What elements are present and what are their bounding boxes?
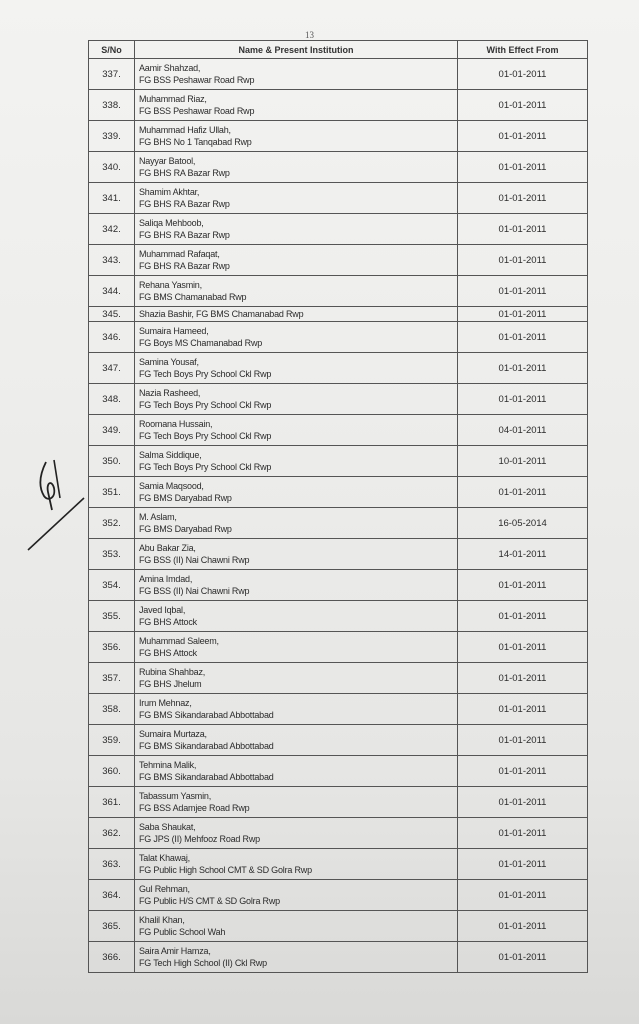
header-sno: S/No — [89, 41, 135, 59]
person-name: Muhammad Hafiz Ullah, — [139, 125, 231, 135]
person-name: Amina Imdad, — [139, 574, 193, 584]
institution-name: FG BSS (II) Nai Chawni Rwp — [139, 555, 250, 565]
person-name: Shamim Akhtar, — [139, 187, 200, 197]
serial-number-cell: 338. — [89, 90, 135, 121]
table-header-row — [89, 41, 588, 59]
institution-name: FG Boys MS Chamanabad Rwp — [139, 338, 263, 348]
institution-name: FG BSS Adamjee Road Rwp — [139, 803, 250, 813]
institution-name: FG BHS Attock — [139, 648, 197, 658]
institution-name: FG BHS Attock — [139, 617, 197, 627]
table-row — [89, 322, 588, 353]
institution-name: FG BHS RA Bazar Rwp — [139, 261, 230, 271]
name-institution-cell — [135, 322, 458, 353]
effective-date-cell: 01-01-2011 — [458, 384, 588, 415]
effective-date-cell: 01-01-2011 — [458, 152, 588, 183]
table-row — [89, 849, 588, 880]
institution-name: FG BHS No 1 Tanqabad Rwp — [139, 137, 252, 147]
effective-date-cell: 01-01-2011 — [458, 245, 588, 276]
effective-date-cell: 01-01-2011 — [458, 276, 588, 307]
institution-name: FG BMS Sikandarabad Abbottabad — [139, 772, 274, 782]
name-institution-cell — [135, 183, 458, 214]
serial-number-cell: 359. — [89, 725, 135, 756]
person-name: Muhammad Rafaqat, — [139, 249, 220, 259]
name-institution-cell — [135, 59, 458, 90]
serial-number-cell: 347. — [89, 353, 135, 384]
teacher-list-table — [88, 40, 588, 973]
serial-number-cell: 355. — [89, 601, 135, 632]
institution-name: FG Public H/S CMT & SD Golra Rwp — [139, 896, 280, 906]
effective-date-cell: 01-01-2011 — [458, 601, 588, 632]
table-row — [89, 183, 588, 214]
effective-date-cell: 01-01-2011 — [458, 880, 588, 911]
effective-date-cell: 01-01-2011 — [458, 322, 588, 353]
table-row — [89, 942, 588, 973]
institution-name: FG BSS (II) Nai Chawni Rwp — [139, 586, 250, 596]
name-institution-cell — [135, 245, 458, 276]
name-institution-cell — [135, 880, 458, 911]
serial-number-cell: 339. — [89, 121, 135, 152]
name-institution-cell — [135, 911, 458, 942]
person-name: Roomana Hussain, — [139, 419, 213, 429]
serial-number-cell: 340. — [89, 152, 135, 183]
institution-name: FG Tech High School (II) Ckl Rwp — [139, 958, 267, 968]
serial-number-cell: 342. — [89, 214, 135, 245]
person-name: Khalil Khan, — [139, 915, 185, 925]
person-name: Muhammad Saleem, — [139, 636, 219, 646]
institution-name: FG BHS RA Bazar Rwp — [139, 230, 230, 240]
serial-number-cell: 354. — [89, 570, 135, 601]
effective-date-cell: 04-01-2011 — [458, 415, 588, 446]
person-name: Tabassum Yasmin, — [139, 791, 211, 801]
serial-number-cell: 348. — [89, 384, 135, 415]
institution-name: FG BHS RA Bazar Rwp — [139, 199, 230, 209]
person-name: Samina Yousaf, — [139, 357, 199, 367]
name-institution-cell — [135, 725, 458, 756]
effective-date-cell: 01-01-2011 — [458, 756, 588, 787]
institution-name: FG Tech Boys Pry School Ckl Rwp — [139, 462, 272, 472]
name-institution-cell — [135, 90, 458, 121]
table-row — [89, 694, 588, 725]
effective-date-cell: 01-01-2011 — [458, 694, 588, 725]
institution-name: FG BMS Daryabad Rwp — [139, 493, 232, 503]
effective-date-cell: 01-01-2011 — [458, 570, 588, 601]
effective-date-cell: 01-01-2011 — [458, 59, 588, 90]
effective-date-cell: 01-01-2011 — [458, 787, 588, 818]
person-name: Irum Mehnaz, — [139, 698, 192, 708]
name-institution-cell — [135, 539, 458, 570]
table-row — [89, 911, 588, 942]
serial-number-cell: 366. — [89, 942, 135, 973]
person-name: Sumaira Murtaza, — [139, 729, 207, 739]
institution-name: FG BMS Chamanabad Rwp — [139, 292, 247, 302]
person-name: Salma Siddique, — [139, 450, 202, 460]
serial-number-cell: 362. — [89, 818, 135, 849]
table-row — [89, 121, 588, 152]
name-institution-cell — [135, 849, 458, 880]
name-institution-cell — [135, 508, 458, 539]
name-institution-cell — [135, 276, 458, 307]
person-name: Nayyar Batool, — [139, 156, 196, 166]
table-row — [89, 59, 588, 90]
serial-number-cell: 353. — [89, 539, 135, 570]
table-row — [89, 539, 588, 570]
table-row — [89, 276, 588, 307]
table-row — [89, 725, 588, 756]
effective-date-cell: 01-01-2011 — [458, 90, 588, 121]
name-institution-cell — [135, 632, 458, 663]
institution-name: FG BHS RA Bazar Rwp — [139, 168, 230, 178]
serial-number-cell: 356. — [89, 632, 135, 663]
effective-date-cell: 01-01-2011 — [458, 353, 588, 384]
effective-date-cell: 14-01-2011 — [458, 539, 588, 570]
institution-name: FG JPS (II) Mehfooz Road Rwp — [139, 834, 260, 844]
name-institution-cell — [135, 756, 458, 787]
table-row — [89, 663, 588, 694]
institution-name: FG BMS Sikandarabad Abbottabad — [139, 710, 274, 720]
institution-name: FG BHS Jhelum — [139, 679, 202, 689]
person-name: Javed Iqbal, — [139, 605, 186, 615]
person-name: Tehmina Malik, — [139, 760, 197, 770]
name-institution-cell — [135, 601, 458, 632]
header-date: With Effect From — [458, 41, 588, 59]
person-name: Samia Maqsood, — [139, 481, 204, 491]
institution-name: FG Public School Wah — [139, 927, 226, 937]
serial-number-cell: 364. — [89, 880, 135, 911]
name-institution-cell — [135, 663, 458, 694]
name-institution-cell — [135, 477, 458, 508]
person-name: Nazia Rasheed, — [139, 388, 201, 398]
institution-name: FG Tech Boys Pry School Ckl Rwp — [139, 400, 272, 410]
name-institution-cell — [135, 818, 458, 849]
header-name: Name & Present Institution — [135, 41, 458, 59]
serial-number-cell: 345. — [89, 307, 135, 322]
name-institution-cell — [135, 787, 458, 818]
table-row — [89, 415, 588, 446]
effective-date-cell: 01-01-2011 — [458, 307, 588, 322]
serial-number-cell: 346. — [89, 322, 135, 353]
effective-date-cell: 01-01-2011 — [458, 477, 588, 508]
name-institution-cell — [135, 415, 458, 446]
table-row — [89, 601, 588, 632]
serial-number-cell: 337. — [89, 59, 135, 90]
page-number: 13 — [305, 30, 314, 40]
name-institution-cell — [135, 942, 458, 973]
person-name: Rehana Yasmin, — [139, 280, 202, 290]
person-name: Aamir Shahzad, — [139, 63, 201, 73]
table-row — [89, 384, 588, 415]
institution-name: FG BSS Peshawar Road Rwp — [139, 75, 255, 85]
effective-date-cell: 10-01-2011 — [458, 446, 588, 477]
effective-date-cell: 01-01-2011 — [458, 214, 588, 245]
table-row — [89, 508, 588, 539]
serial-number-cell: 341. — [89, 183, 135, 214]
table-row — [89, 152, 588, 183]
table-row — [89, 446, 588, 477]
effective-date-cell: 01-01-2011 — [458, 183, 588, 214]
table-row — [89, 570, 588, 601]
institution-name: FG BSS Peshawar Road Rwp — [139, 106, 255, 116]
name-institution-cell — [135, 570, 458, 601]
effective-date-cell: 01-01-2011 — [458, 818, 588, 849]
person-name: Talat Khawaj, — [139, 853, 190, 863]
person-name: Abu Bakar Zia, — [139, 543, 196, 553]
serial-number-cell: 357. — [89, 663, 135, 694]
serial-number-cell: 350. — [89, 446, 135, 477]
person-name: Gul Rehman, — [139, 884, 190, 894]
effective-date-cell: 01-01-2011 — [458, 849, 588, 880]
name-institution-cell — [135, 694, 458, 725]
serial-number-cell: 358. — [89, 694, 135, 725]
serial-number-cell: 344. — [89, 276, 135, 307]
serial-number-cell: 365. — [89, 911, 135, 942]
name-institution-cell — [135, 384, 458, 415]
serial-number-cell: 360. — [89, 756, 135, 787]
effective-date-cell: 16-05-2014 — [458, 508, 588, 539]
serial-number-cell: 351. — [89, 477, 135, 508]
institution-name: FG BMS Sikandarabad Abbottabad — [139, 741, 274, 751]
name-institution-cell — [135, 152, 458, 183]
table-row — [89, 632, 588, 663]
table-row — [89, 245, 588, 276]
institution-name: FG BMS Daryabad Rwp — [139, 524, 232, 534]
institution-name: FG Public High School CMT & SD Golra Rwp — [139, 865, 312, 875]
effective-date-cell: 01-01-2011 — [458, 725, 588, 756]
table-row — [89, 90, 588, 121]
table-row — [89, 787, 588, 818]
effective-date-cell: 01-01-2011 — [458, 942, 588, 973]
effective-date-cell: 01-01-2011 — [458, 911, 588, 942]
name-institution-cell — [135, 446, 458, 477]
serial-number-cell: 363. — [89, 849, 135, 880]
effective-date-cell: 01-01-2011 — [458, 663, 588, 694]
person-name: Saliqa Mehboob, — [139, 218, 204, 228]
table-row — [89, 353, 588, 384]
serial-number-cell: 352. — [89, 508, 135, 539]
person-name: Sumaira Hameed, — [139, 326, 209, 336]
person-name: Rubina Shahbaz, — [139, 667, 206, 677]
serial-number-cell: 349. — [89, 415, 135, 446]
table-row — [89, 214, 588, 245]
effective-date-cell: 01-01-2011 — [458, 121, 588, 152]
institution-name: FG Tech Boys Pry School Ckl Rwp — [139, 431, 272, 441]
name-institution-cell — [135, 307, 458, 322]
institution-name: FG Tech Boys Pry School Ckl Rwp — [139, 369, 272, 379]
table-row — [89, 756, 588, 787]
table-row — [89, 818, 588, 849]
name-institution-cell — [135, 353, 458, 384]
serial-number-cell: 361. — [89, 787, 135, 818]
person-name: Saba Shaukat, — [139, 822, 196, 832]
serial-number-cell: 343. — [89, 245, 135, 276]
name-institution-cell — [135, 214, 458, 245]
name-institution-cell — [135, 121, 458, 152]
person-name: Shazia Bashir, FG BMS Chamanabad Rwp — [139, 308, 304, 319]
table-row — [89, 477, 588, 508]
person-name: Muhammad Riaz, — [139, 94, 207, 104]
person-name: M. Aslam, — [139, 512, 177, 522]
table-row — [89, 880, 588, 911]
table-row — [89, 307, 588, 322]
handwritten-signature-icon — [26, 452, 86, 552]
person-name: Saira Amir Hamza, — [139, 946, 211, 956]
effective-date-cell: 01-01-2011 — [458, 632, 588, 663]
